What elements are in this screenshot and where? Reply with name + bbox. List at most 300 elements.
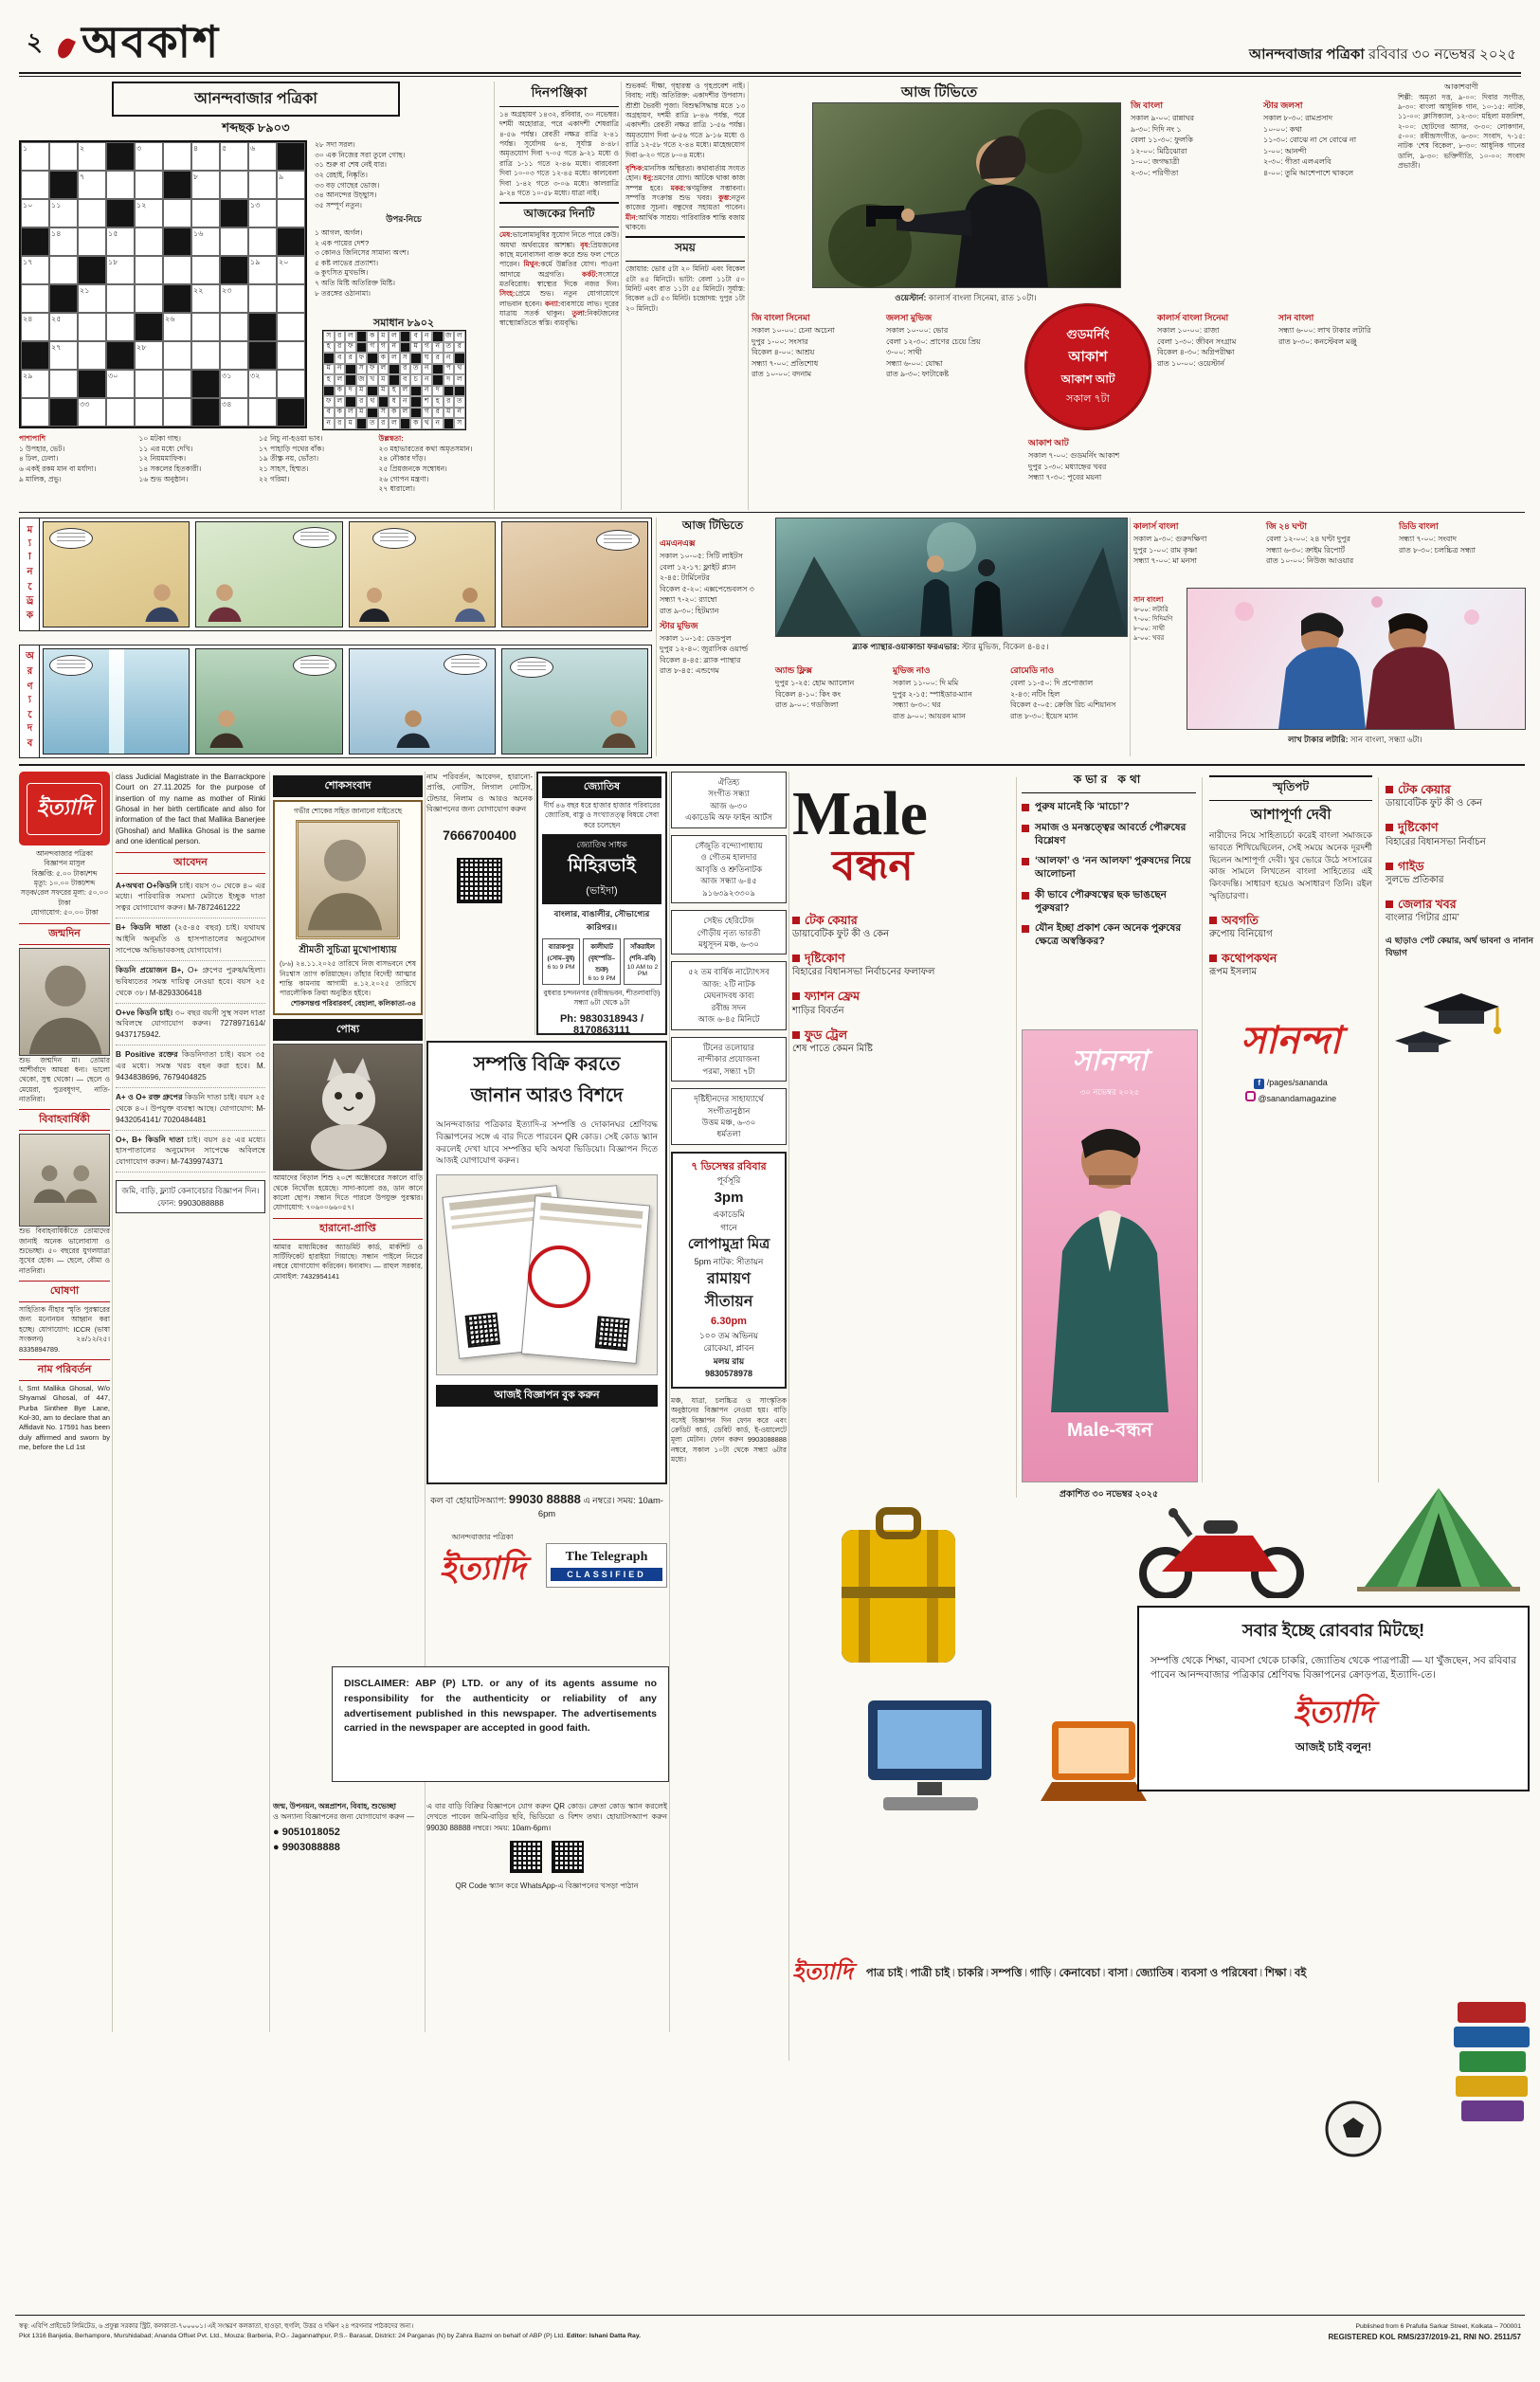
kidney-appeal-list <box>116 877 265 1173</box>
caption-lead: ব্ল্যাক প্যান্থার-ওয়াকান্ডা ফরএভার: <box>852 642 960 651</box>
cover-story-label: কভার কথা <box>1022 772 1196 793</box>
tv-listing-zee-bangla <box>1131 97 1254 179</box>
memoir-subject: আশাপূর্ণা দেবী <box>1250 807 1332 823</box>
ad-line: গৌড়ীয় নৃত্য ভারতী <box>697 927 761 937</box>
zodiac-sign: সিংহ: <box>499 289 516 299</box>
event-ad-4 <box>671 961 787 1029</box>
event-ad-3 <box>671 910 787 955</box>
qr-ad-text: এ বার বাড়ি বিক্রির বিজ্ঞাপনে যোগ করুন QR কোড। ক্রেতা কোড স্ক্যান করলেই দেখতে পাবেন জমি-বাড়ির ছবি, ভিডিয়ো ও বিশদ তথ্য। হোয়াটসঅ্যাপ করুন 99030 88888 নম্বরে। সময়: 10am-6pm। <box>426 1802 667 1832</box>
column-rule <box>788 772 789 2061</box>
comic-strip-1 <box>19 518 652 631</box>
telegraph-name: The Telegraph <box>565 1549 648 1564</box>
event-phone: 9830578978 <box>704 1369 753 1379</box>
listing-item: সকাল ১০-০০: চেনা অচেনা <box>752 326 835 336</box>
category-desc: বাংলার ‘গিটার গ্রাম’ <box>1386 913 1459 923</box>
event-line-1: গানে <box>720 1222 737 1232</box>
zodiac-sign: মীন: <box>625 212 639 222</box>
column-rule <box>748 82 749 510</box>
schedule-time: 10 AM to 2 PM <box>626 964 659 978</box>
facebook-handle <box>1209 1078 1372 1089</box>
crossword-clues-right <box>315 140 493 299</box>
listing-item: বেলা ১১-৫০: দি প্রপোজাল <box>1010 679 1094 688</box>
cover-story-col <box>1022 772 1196 956</box>
cover-line: Male-বন্ধন <box>1066 1420 1153 1441</box>
clue-item: ১২ নিয়মমাফিক। <box>138 454 187 464</box>
listing-item: বিকেল ৪-১০: কিং কং <box>775 689 842 699</box>
divider-1 <box>19 512 1525 513</box>
caption-lead: লাখ টাকার লটারি: <box>1288 735 1349 744</box>
qr-whatsapp-ad <box>426 1801 667 1893</box>
comic-panel <box>501 648 648 755</box>
tv-listing-dd-bangla <box>1399 518 1524 555</box>
lost-found-header: হারানো-প্রাপ্তি <box>273 1218 423 1240</box>
property-title-1: সম্পত্তি বিক্রি করতে <box>473 1054 621 1075</box>
cover-question <box>1022 822 1196 848</box>
clue-item: ৬ একই রকম মান বা মর্যাদা। <box>19 464 97 473</box>
footer-reg-no: REGISTERED KOL RMS/237/2019-21, RNI NO. 2511/57 <box>1328 2333 1521 2342</box>
event-org: পূর্বসূরি <box>716 1175 741 1186</box>
tv-movies-section <box>660 518 1126 756</box>
cover-headline-bn: বন্ধন <box>832 842 914 889</box>
event-show-2: সীতায়ন <box>704 1294 753 1311</box>
gunman-caption <box>812 293 1119 303</box>
cover-question <box>1022 801 1196 814</box>
itadi-logo-text: ইত্যাদি <box>27 783 103 835</box>
astrology-phone: Ph: 9830318943 / 8170863111 <box>559 1012 644 1036</box>
listing-item: দুপুর ২-১৫: স্পাইডার-ম্যান <box>893 689 972 699</box>
channel-heading: জি বাংলা সিনেমা <box>752 313 810 322</box>
listing-item: বিকেল ৫-২০: এক্সপেন্ডেবলস ৩ <box>660 584 754 593</box>
clue-item: ২৬ গোপন মন্ত্রণা। <box>378 474 429 483</box>
occasion-body: ও অন্যান্য বিজ্ঞাপনের জন্য যোগাযোগ করুন — <box>273 1812 415 1822</box>
tv-listing-colors-bangla <box>1133 518 1259 567</box>
zodiac-forecast: প্রিয়জনের কাছে মনোবাসনা ব্যক্ত করে শুভ ফল পেতে পারেন। <box>499 240 619 269</box>
listing-item: দুপুর ১-৩০: মধ্যাহ্নের খবর <box>1028 462 1107 471</box>
category-desc: রুপোয় বিনিয়োগ <box>1209 928 1273 939</box>
ad-line: সংগীতানুষ্ঠান <box>707 1105 751 1116</box>
wa-number: 99030 88888 <box>508 1492 581 1506</box>
clue-item: ২২ গরিমা। <box>259 474 290 483</box>
event-time-3: 6.30pm <box>711 1316 747 1328</box>
pet-photo <box>273 1044 423 1171</box>
appeal-lead: O+ve কিডনি চাই। <box>116 1008 173 1017</box>
desktop-computer-icon <box>849 1693 1010 1826</box>
listing-item: সন্ধ্যা ৬-৩০: থর <box>893 700 941 710</box>
comic-character-icon <box>598 700 640 754</box>
appeal-body: কিডনিদাতা চাই। বয়স ৩৫ এর মধ্যে। সমস্ত খরচ বহন করা হবে। M. 9434838696, 7679404825 <box>116 1050 265 1082</box>
section-masthead: অবকাশ <box>82 17 221 66</box>
couple-illustration-icon <box>1187 589 1525 729</box>
astrology-tagline: বাংলার, বাঙালীর, সৌভাগ্যের কারিগর।। <box>553 909 650 933</box>
category-item <box>1386 897 1533 924</box>
zodiac-sign: ধনু: <box>643 173 654 183</box>
occasion-ad <box>273 1801 423 1853</box>
ad-line: সেঁজুতি বন্দ্যোপাধ্যায় <box>695 840 763 850</box>
ad-line: টিনের তলোয়ার <box>703 1042 754 1052</box>
appeal-ad <box>116 918 265 961</box>
footer-print-info: Plot 1316 Banjetia, Berhampore, Murshidabad; Ananda Offset Pvt. Ltd., Mouza: Barberia, P.O.- Jagannathpur, P.S.- Barasat, District: 24 Parganas (N) by Zahra Bazmi on behalf of ABP (P) Ltd. <box>19 2333 566 2340</box>
strip-category: কেনাবেচা ৷ <box>1059 1968 1108 1979</box>
time-title: সময় <box>625 236 745 262</box>
birthday-photo <box>19 948 110 1056</box>
channel-heading: স্টার মুভিজ <box>660 620 698 630</box>
strip-category: গাড়ি ৷ <box>1030 1968 1060 1979</box>
category-name: দুষ্টিকোণ <box>1386 820 1533 835</box>
tv-listing-aakash-aath <box>1028 434 1144 483</box>
category-name: ফ্যাশন ফ্রেম <box>792 989 1008 1004</box>
zodiac-sign: কন্যা: <box>545 299 561 308</box>
question-text: যৌন ইচ্ছা প্রকাশ কেন অনেক পুরুষের ক্ষেত্রে অস্বস্তিকর? <box>1035 922 1182 948</box>
zodiac-sign: কুম্ভ: <box>718 192 732 202</box>
column-rule <box>494 82 495 510</box>
clue-item: ৫ কষ্ট লাভের প্রত্যাশা। <box>315 258 379 267</box>
portrait-bust-icon <box>299 823 391 931</box>
tv-listing-flix <box>775 662 885 711</box>
magazine-cover <box>1022 1029 1198 1482</box>
radio-heading: আকাশবাণী <box>1444 82 1478 91</box>
listing-item: সন্ধ্যা ৭-৩০: পূবের ময়না <box>1028 473 1102 482</box>
strip-category: শিক্ষা ৷ <box>1265 1968 1295 1979</box>
ad-line: ৯১৬৩৯২৩৩০৯ <box>702 887 755 898</box>
schedule-slot <box>542 938 580 985</box>
memoir-body: নারীদের নিয়ে সাহিত্যচর্চা করেই বাংলা সমাজকে ভাবতে শিখিয়েছিলেন, সেই সময়ে অনেক দূরদর্শী ছিলেন আশাপূর্ণা দেবী। খুব ভোরে উঠে সংসারের কাজ সামলে লিখতেন বাংলা সাহিত্যের এই কিংবদন্তি। সাধারণ হয়েও অসাধারণ তিনি। রইল স্মৃতিচারণা। <box>1209 830 1372 900</box>
disclaimer-text: DISCLAIMER: ABP (P) LTD. or any of its agents assume no responsibility for the authenticity or reliability of any advertisement published in this newspaper. The advertisements carried in the newspaper are accepted in good faith. <box>344 1678 657 1735</box>
property-collage <box>436 1174 658 1375</box>
birthday-text: শুভ জন্মদিন মা। তোমার আশীর্বাদে আমরা ধন্য। ভালো থেকো, সুস্থ থেকো। — ছেলে ও মেয়েরা, পুত্রবধূগণ, নাতি-নাতনিরা। <box>19 1055 110 1103</box>
strip-category: পাত্রী চাই ৷ <box>911 1968 958 1979</box>
event-ad-6 <box>671 1088 787 1145</box>
listing-item: ২-৩০: পরিণীতা <box>1131 169 1179 178</box>
contact-phone: 7666700400 <box>443 827 516 844</box>
qr-row <box>426 1841 667 1873</box>
comic-character-icon <box>355 579 393 627</box>
almanac-text-1: ১৪ অগ্রহায়ণ ১৪৩২, রবিবার, ৩০ নভেম্বর। দশমী অহোরাত্র, পরে একাদশী শেষরাত্রি ৪-৫৬ পর্যন্ত। রেবতী নক্ষত্র রাত্রি ২-৪১ পর্যন্ত। সূর্যোদয় ৬-৪, সূর্যাস্ত ৪-৪৮। অমৃতযোগ দিবা ৭-০৫ গতে ৯-২১ মধ্যে ও রাত্রি ১-১১ গতে ২-৪৬ মধ্যে। বারবেলা দিবা ১০-০৩ গতে ১২-৪৫ মধ্যে। কালবেলা দিবা ১-৪২ গতে ৩-০৬ মধ্যে। কালরাত্রি ৯-২৪ গতে ১০-৫৮ মধ্যে। যাত্রা নাই। <box>499 110 619 197</box>
tv-today-title: আজ টিভিতে <box>900 84 978 100</box>
obituary-photo <box>296 820 400 939</box>
wish-itadi-logo: ইত্যাদি <box>1293 1694 1374 1729</box>
category-item <box>1209 913 1372 940</box>
comic-character-icon <box>204 575 245 627</box>
zodiac-forecast: কর্মে উন্নতির যোগ। পাওনা আদায়ে অগ্রগতি। <box>499 260 619 279</box>
schedule-place: সাঁকরাইল (শনি–রবি) <box>629 944 656 963</box>
listing-item: বিকেল ৪-৩০: অগ্নিপরীক্ষা <box>1157 348 1235 357</box>
zodiac-forecast: আর্থিক সাশ্রয়। পারিবারিক শান্তি বজায় থাকবে। <box>625 212 745 232</box>
category-name: কথোপকথন <box>1209 951 1372 966</box>
appeal-header: আবেদন <box>116 852 265 874</box>
classified-band: CLASSIFIED <box>551 1568 662 1581</box>
clue-item: ৩২ রেহাই, নিষ্কৃতি। <box>315 170 368 179</box>
rate-line: বিজ্ঞপ্তি: ৫.০০ টাকা/শব্দ <box>31 868 98 878</box>
listing-item: বেলা ১২-১৭: ফ্লাইট প্ল্যান <box>660 562 736 572</box>
zodiac-sign: বৃষ: <box>580 240 590 249</box>
listing-item: সকাল ১১-০০: দি মমি <box>893 679 959 688</box>
zodiac-sign: মিথুন: <box>523 260 541 269</box>
phone-line: ● 9903088888 <box>273 1841 340 1853</box>
small-note-text: জমি, বাড়ি, ফ্ল্যাট কেনাবেচার বিজ্ঞাপন দিন। ফোন: 9903088888 <box>121 1186 260 1208</box>
obituary-name: শ্রীমতী সুচিত্রা মুখোপাধ্যায় <box>299 945 397 956</box>
appeal-ad <box>116 1046 265 1088</box>
column-rule <box>656 518 657 756</box>
listing-item: সকাল ১০-০৫: সিটি লাইটস <box>660 552 743 561</box>
schedule-place: ব্যারাকপুর (সোম–বুধ) <box>547 944 575 963</box>
question-text: কী ভাবে পৌরুষত্বের ছক ভাঙছেন পুরুষরা? <box>1035 888 1168 914</box>
small-note-ad <box>116 1180 265 1213</box>
listing-item: ১-০০: আনন্দী <box>1263 146 1307 155</box>
caption-rest: সান বাংলা, সন্ধ্যা ৬টা। <box>1348 735 1422 744</box>
ad-line: উত্তম মঞ্চ, ৬-৩০ <box>701 1117 756 1127</box>
promo-line-2: আকাশ <box>1068 348 1108 365</box>
astrology-schedule <box>542 938 661 985</box>
appeal-lead: কিডনি প্রয়োজন B+, <box>116 965 184 974</box>
footer-line-bn: স্বত্ব: এবিপি প্রাইভেট লিমিটেড, ৬ প্রফুল্ল সরকার স্ট্রিট, কলকাতা-৭০০০০১। এই সংস্করণ কলকাতা, হাওড়া, হুগলি, উত্তর ও দক্ষিণ ২৪ পরগনার পাঠকদের জন্য। <box>19 2323 414 2330</box>
listing-item: ৩-০০: সাথী <box>886 348 922 357</box>
tv-listing-side <box>1133 591 1181 645</box>
category-desc: ডায়াবেটিক ফুট কী ও কেন <box>792 929 890 940</box>
appeal-body: (২৫-৪৫ বছর) চাই। যথাযথ আইনি অনুমতি ও হাসপাতালের অনুমোদন সাপেক্ষে অভিভাবকসহ যোগাযোগ। <box>116 923 266 955</box>
category-item <box>1386 859 1533 886</box>
category-item <box>1209 951 1372 978</box>
facebook-icon: f <box>1254 1079 1264 1089</box>
occasion-head: জন্ম, উপনয়ন, অন্নপ্রাশন, বিবাহ, শুভেচ্ছা <box>273 1802 396 1810</box>
zodiac-sign: মেষ: <box>499 230 513 240</box>
ad-line: আজ ৬-৪৫ মিনিটে <box>698 1014 760 1025</box>
category-desc: সুলভে প্রতিকার <box>1386 874 1444 885</box>
crossword-section <box>19 82 493 510</box>
caption-rest: স্টার মুভিজ, বিকেল ৪-৪৫। <box>959 642 1049 651</box>
listing-item: সকাল ৮-৩০: রামপ্রসাদ <box>1263 114 1333 123</box>
ad-line: সেইভ হেরিটেজ <box>703 916 754 926</box>
listing-item: বিকেল ৪-৪৫: ব্ল্যাক প্যান্থার <box>660 655 741 664</box>
appeal-lead: A+ ও O+ রক্ত গ্রুপের <box>116 1092 183 1101</box>
event-director: মলয় রায় <box>713 1355 745 1366</box>
appeal-ad <box>116 1004 265 1046</box>
caption-lead: ওয়েস্টার্ন: <box>895 293 927 302</box>
clue-item: ১১ এর মধ্যে দেখি। <box>138 444 193 453</box>
astrology-note: বুধবার চন্দননগর (রবীন্দ্রভবন, শীতলাবাড়ি) সন্ধ্যা ৬টা থেকে ৯টা <box>543 989 661 1008</box>
clues-down-label: উপর-নিচে <box>386 214 422 225</box>
listing-item: রাত ১০-০০: ওয়েস্টার্ন <box>1157 358 1225 368</box>
column-rule <box>1378 777 1379 1482</box>
wa-post: এ নম্বরে। সময়: 10am-6pm <box>537 1495 663 1518</box>
listing-item: দুপুর ১২-৪০: জুরাসিক ওয়ার্ল্ড <box>660 645 749 654</box>
instagram-text: @sanandamagazine <box>1258 1094 1337 1104</box>
ad-line: মধুসূদন মঞ্চ, ৬-৩০ <box>698 938 759 949</box>
footer-rule <box>15 2315 1525 2316</box>
column-rule <box>1130 518 1131 756</box>
classified-col-1 <box>19 772 110 1452</box>
cover-question-list <box>1022 801 1196 949</box>
name-change-header: নাম পরিবর্তন <box>19 1359 110 1381</box>
channel-heading: স্টার জলসা <box>1263 100 1303 110</box>
appeal-body: কিডনি দাতা চাই। বয়স ২৫ থেকে ৪০। উপযুক্ত ব্যবস্থা আছে। যোগাযোগ: M-9432054141/ 7020484481 <box>116 1092 265 1124</box>
astrologer-name: মিহিরভাই <box>568 856 636 877</box>
disclaimer-box <box>332 1666 669 1782</box>
column-rule <box>112 772 113 2032</box>
sananda-logo-block <box>1209 1010 1372 1103</box>
appeal-ad <box>116 961 265 1004</box>
channel-heading: জি বাংলা <box>1131 100 1163 110</box>
speech-bubble <box>372 528 416 549</box>
listing-item: ২-৩০: গীতা এলএলবি <box>1263 157 1332 167</box>
schedule-slot <box>583 938 621 985</box>
speech-bubble <box>510 657 553 678</box>
clue-item: ৭ অতি মিষ্টি অতিরিক্ত মিষ্টি। <box>315 279 395 288</box>
appeal-ad <box>116 877 265 919</box>
channel-heading: কালার্স বাংলা <box>1133 521 1179 531</box>
almanac-col-2 <box>625 82 745 510</box>
listing-item: সকাল ৯-০০: রান্নাঘর <box>1131 114 1195 123</box>
zodiac-forecast: নিকটজনের স্বাস্থ্যোন্নতিতে স্বস্তি। ব্যয়বৃদ্ধি। <box>499 309 619 328</box>
comic-character-icon <box>451 579 489 627</box>
appeal-lead: O+, B+ কিডনি দাতা <box>116 1135 184 1144</box>
listing-item: রাত ৯-০০: আয়রন ম্যান <box>893 711 966 720</box>
column-rule <box>269 772 270 2032</box>
zodiac-forecast: প্রেমে শুভ। নতুন যোগাযোগে লাভবান হবেন। <box>499 289 619 308</box>
appeal-lead: A+অথবা O+কিডনি <box>116 881 177 890</box>
gunman-illustration-icon <box>813 103 1120 287</box>
clue-item: ৩৩ বড় গোছের ভোজ। <box>315 180 380 190</box>
tv-listing-romedy-now <box>1010 662 1126 721</box>
tv-listing-zee24 <box>1266 518 1391 567</box>
down-tail-label: উল্লম্বতা: <box>378 434 404 443</box>
ad-line: দৃষ্টিহীনদের সাহায্যার্থে <box>694 1094 764 1104</box>
zodiac-forecast: নতুন কাজের সূচনা। বন্ধুদের সহায়তা পাবেন। <box>625 192 745 212</box>
zodiac-forecast: ব্যবসায়ে লাভ। দূরের যাত্রায় সতর্ক থাকুন। <box>499 299 619 318</box>
channel-heading: সান বাংলা <box>1133 595 1164 604</box>
bottom-clue-col-1 <box>19 434 134 495</box>
comic-panel <box>43 521 190 627</box>
column-rule <box>534 772 535 1035</box>
football-icon <box>1323 2099 1384 2159</box>
listing-item: বেলা ১১-৩০: ফুলকি <box>1131 136 1193 145</box>
listing-item: ২-৪৫: টার্মিনেটর <box>660 573 710 583</box>
category-desc: শেষ পাতে কেমন মিষ্টি <box>792 1043 873 1054</box>
comic-panel <box>349 648 496 755</box>
property-phone-line <box>426 1492 667 1518</box>
ad-line: আজ ৬-৩০ <box>710 800 748 810</box>
appeal-lead: B Positive রক্তের <box>116 1050 178 1060</box>
zodiac-forecast: মানসিক অস্থিরতা। কথাবার্তায় সংযত হোন। <box>625 163 745 183</box>
speech-bubble <box>596 530 640 551</box>
comics-section <box>19 518 652 756</box>
cover-category-list <box>792 913 1008 1055</box>
category-name: টেক কেয়ার <box>792 913 1008 928</box>
comic-strip-1-title: ম্যানড্রেক <box>20 518 40 630</box>
listing-item: বেলা ১২-০০: ২৪ ঘণ্টা দুপুর <box>1266 535 1350 544</box>
event-artist: লোপামুদ্রা মিত্র <box>687 1236 770 1253</box>
movie-still-photo <box>775 518 1128 637</box>
column-rule <box>1016 777 1017 1498</box>
astrology-header: জ্যোতিষ <box>542 776 661 798</box>
anniversary-header: বিবাহবার্ষিকী <box>19 1109 110 1131</box>
event-date: ৭ ডিসেম্বর <box>691 1160 734 1173</box>
category-item <box>792 951 1008 978</box>
clue-item: ৩৫ সম্পূর্ণ নতুন। <box>315 200 362 209</box>
footer-published: Published from 6 Prafulla Sarkar Street, Kolkata – 700001 <box>1355 2323 1521 2330</box>
affidavit-continuation: class Judicial Magistrate in the Barrackpore Court on 27.11.2025 for the purpose of insertion of my name as mother of Rinki Ghosal in her birth certificate and also for information of the fact that Mallika Banerjee (Ghoshal) and Mallika Ghosal is the same and one identical person. <box>116 773 265 846</box>
zodiac-forecast: সংসারে মতবিরোধ। স্বাস্থ্যের দিকে নজর দিন। <box>499 269 619 289</box>
clue-item: ১৭ পাহাড়ি পথের বাঁক। <box>259 444 325 453</box>
zodiac-forecast: ভালোমানুষির সুযোগ নিতে পারে কেউ। অযথা অর্থব্যয়ের আশঙ্কা। <box>499 230 619 249</box>
obituary-sign: শোকসন্তপ্ত পরিবারবর্গ, বেহালা, কলিকাতা-৩৪ <box>290 998 416 1008</box>
phone-line: ● 9051018052 <box>273 1826 340 1838</box>
listing-item: দুপুর ১-০০: সংসার <box>752 336 808 346</box>
anniversary-text: শুভ বিবাহবার্ষিকীতে তোমাদের জানাই অনেক ভালোবাসা ও শুভেচ্ছা। ৫০ বছরের যুগলযাত্রা সুখের হোক। — ছেলে, বৌমা ও নাতনিরা। <box>19 1227 110 1275</box>
solution-label: সমাধান ৮৯০২ <box>372 318 435 329</box>
listing-item: ৬-০০: লটারি <box>1133 607 1169 613</box>
qr-code-icon <box>552 1841 584 1873</box>
tv-listing-sun-bangla <box>1278 309 1388 347</box>
category-desc: বিহারের বিধানসভা নির্বাচনের ফলাফল <box>792 967 935 978</box>
horoscope-title: আজকের দিনটি <box>499 202 619 227</box>
books-stack-icon <box>1450 1992 1533 2135</box>
brand-logos-row <box>426 1532 667 1598</box>
ad-line: রবীন্দ্র সদন <box>711 1002 747 1012</box>
tv-listing-mnx <box>660 535 766 677</box>
clue-item: ২১ সাহস, হিম্মত। <box>259 464 309 473</box>
obituary-box <box>273 800 423 1015</box>
cover-headline-en: Male <box>792 779 928 848</box>
qr-highlight-ring <box>528 1246 590 1308</box>
almanac-text-2: শুভকর্ম: দীক্ষা, গৃহারম্ভ ও গৃহপ্রবেশ নাই। বিবাহ: নাই। অতিরিক্ত: একাদশীর উপবাস। শ্রীশ্রী ভৈরবী পূজা। বিশুদ্ধসিদ্ধান্ত মতে ১৩ অগ্রহায়ণ, দশমী রাত্রি ৮-৪৬ পর্যন্ত, পরে একাদশী। রেবতী নক্ষত্র রাত্রি ১-৫৬ পর্যন্ত। অমৃতযোগ দিবা ৬-৫৬ গতে ৯-১৬ মধ্যে ও রাত্রি ১২-৫৮ গতে ২-৪৪ মধ্যে। মাহেন্দ্রযোগ দিবা ৬-২০ গতে ৮-০৪ মধ্যে। <box>625 82 745 159</box>
crossword-grid[interactable]: ১ ২ ৩ ৪ ৫ ৬ ৭ ৮ ৯ ১০ ১১ ১২ ১৩ ১৪ ১৫ ১৬ ১৭ ১৮ ১৯ ২০ ২১ ২২ ২৩ ২৪ ২৫ ২৬ ২৭ ২৮ ২৯ ৩০ ৩১ ৩২ ৩৩ ৩৪ <box>19 140 307 428</box>
graduation-caps-icon <box>1386 978 1518 1060</box>
strip-category: পাত্র চাই ৷ <box>866 1968 911 1979</box>
qr-caption: QR Code স্ক্যান করে WhatsApp-এ বিজ্ঞাপনের খসড়া পাঠান <box>455 1882 639 1891</box>
tv-right-section <box>1133 518 1524 756</box>
header-rule <box>19 72 1521 74</box>
strip-category: সম্পত্তি ৷ <box>991 1968 1030 1979</box>
good-morning-akash-promo <box>1024 303 1151 430</box>
pet-text: আমাদের বিড়াল শিশু ২০শে অক্টোবরের সকালে বাড়ি থেকে নিখোঁজ হয়েছে। সাদা-কালো রঙ, ডান কানে কালো ছোপ। সন্ধান দিতে পারলে উপযুক্ত পুরস্কার। যোগাযোগ: ৭০৬০০৬৬০৫৭। <box>273 1173 423 1212</box>
astrologer-alias: (ভাইদা) <box>586 885 618 898</box>
column-rule <box>621 82 622 510</box>
speech-bubble <box>49 528 93 549</box>
category-name: জেলার খবর <box>1386 897 1533 912</box>
occasion-phones <box>273 1827 423 1853</box>
paper-name-small: আনন্দবাজার পত্রিকা <box>451 1533 514 1541</box>
listing-item: ৪-০০: তুমি আশেপাশে থাকলে <box>1263 169 1354 178</box>
listing-item: সন্ধ্যা ৭-০০: সংবাদ <box>1399 535 1457 544</box>
motorcycle-icon <box>1124 1492 1319 1598</box>
listing-item: সন্ধ্যা ৬-৩০: ক্রাইম রিপোর্ট <box>1266 545 1346 555</box>
radio-text: শিল্পী: অমৃতা দত্ত, ৯-০০: দিবার সংগীত, ৯-৩০: বাংলা আধুনিক গান, ১০-১৫: নাটক, ১১-০০: ক্লাসিক্যাল, ১২-৩০: মহিলা মজলিশ, ২-০০: ছোটদের আসর, ৩-৩০: লোকগান, ৫-০০: রবীন্দ্রসংগীত, ৬-৩০: সংবাদ, ৭-১৫: নাটক ‘শেষ বিকেল’, ৮-৩০: আধুনিক গানের ডালি, ৯-৩০: ভক্তিগীতি, ১০-০০: সংবাদ প্রভাতী। <box>1398 92 1525 171</box>
contact-text: নাম পরিবর্তন, আবেদন, হারানো-প্রাপ্তি, নোটিস, লিগাল নোটিস, টেন্ডার, নিলাম ও আরও অনেক বিজ্ঞাপনের জন্য যোগাযোগ করুন <box>426 773 533 814</box>
schedule-time: 6 to 9 PM <box>547 964 575 972</box>
promo-line-1: গুডমর্নিং <box>1066 326 1110 341</box>
clues-down <box>315 228 493 299</box>
schedule-slot <box>624 938 661 985</box>
ad-line: ও গৌতম হালদার <box>700 852 757 863</box>
schedule-place: কালীঘাট (বৃহস্পতি–শুক্র) <box>588 944 616 974</box>
category-name: গাইড <box>1386 859 1533 874</box>
notice-header: ঘোষণা <box>19 1281 110 1302</box>
channel-heading: এমএনএক্স <box>660 538 696 548</box>
comic-panel <box>195 521 342 627</box>
speech-bubble <box>293 527 336 548</box>
sananda-script-logo: সানন্দা <box>1241 1019 1341 1063</box>
caption-rest: কালার্স বাংলা সিনেমা, রাত ১০টা। <box>926 293 1037 302</box>
schedule-time: 6 to 9 PM <box>588 975 616 983</box>
listing-item: বেলা ১২-৩০: প্রাণের চেয়ে প্রিয় <box>886 336 981 346</box>
ad-line: আজ সন্ধ্যা ৬-৪৫ <box>700 876 757 886</box>
header-rule-2 <box>19 76 1521 77</box>
event-line-2: নাটক: সীতায়ন <box>713 1256 764 1266</box>
right-category-col <box>1386 772 1533 1064</box>
listing-item: সকাল ৭-০০: গুডমর্নিং আকাশ <box>1028 451 1120 461</box>
listing-item: ৯-০০: খবর <box>1133 635 1165 643</box>
tv-listing-colors-bangla-cinema <box>1157 309 1271 369</box>
